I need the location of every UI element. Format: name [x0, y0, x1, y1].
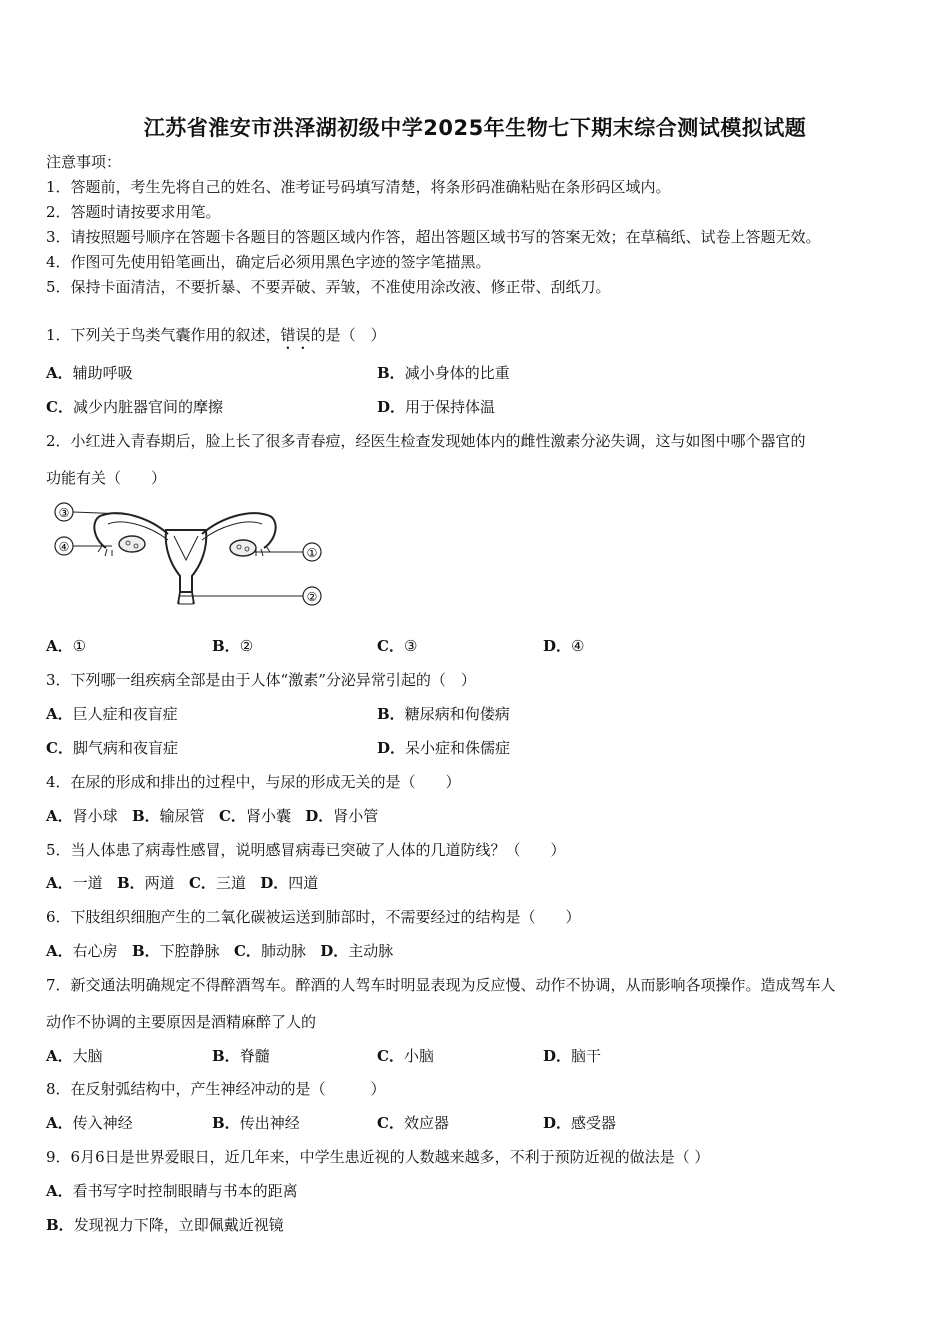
- q2-option-d[interactable]: D．④: [543, 637, 585, 655]
- question-7-stem-cont: 动作不协调的主要原因是酒精麻醉了人的: [46, 1013, 317, 1031]
- q1-option-d[interactable]: D．用于保持体温: [377, 398, 496, 416]
- q3-option-c[interactable]: C．脚气病和夜盲症: [46, 739, 178, 757]
- q8-option-a[interactable]: A．传入神经: [46, 1114, 133, 1132]
- question-9-stem: 9．6月6日是世界爱眼日，近几年来，中学生患近视的人数越来越多，不利于预防近视的做法是（ ）: [46, 1148, 710, 1166]
- q1-option-b[interactable]: B．减小身体的比重: [377, 364, 510, 382]
- question-2-stem-cont: 功能有关（ ）: [46, 469, 167, 487]
- q3-option-d[interactable]: D．呆小症和侏儒症: [377, 739, 511, 757]
- q7-option-c[interactable]: C．小脑: [377, 1047, 434, 1065]
- question-6-stem: 6．下肢组织细胞产生的二氧化碳被运送到肺部时，不需要经过的结构是（ ）: [46, 908, 581, 926]
- q2-option-b[interactable]: B．②: [212, 637, 254, 655]
- question-8-stem: 8．在反射弧结构中，产生神经冲动的是（ ）: [46, 1080, 386, 1098]
- svg-text:①: ①: [306, 546, 318, 560]
- emphasis-text: 错误: [280, 326, 311, 344]
- notice-item: 3．请按照题号顺序在答题卡各题目的答题区域内作答，超出答题区域书写的答案无效；在草稿纸、试卷上答题无效。: [46, 228, 821, 246]
- page-title: 江苏省淮安市洪泽湖初级中学2025年生物七下期末综合测试模拟试题: [143, 116, 807, 140]
- question-5-stem: 5．当人体患了病毒性感冒，说明感冒病毒已突破了人体的几道防线？（ ）: [46, 841, 566, 859]
- label-4: [55, 537, 73, 555]
- notice-item: 2．答题时请按要求用笔。: [46, 203, 221, 221]
- svg-text:④: ④: [58, 540, 70, 554]
- label-1: [303, 543, 321, 561]
- question-2-stem: 2．小红进入青春期后，脸上长了很多青春痘，经医生检查发现她体内的雌性激素分泌失调，这与如图中哪个器官的: [46, 432, 806, 450]
- q8-option-b[interactable]: B．传出神经: [212, 1114, 300, 1132]
- q5-options[interactable]: A．一道 B．两道 C．三道 D．四道: [46, 874, 319, 892]
- svg-text:③: ③: [58, 506, 70, 520]
- q1-option-c[interactable]: C．减少内脏器官间的摩擦: [46, 398, 223, 416]
- question-3-stem: 3．下列哪一组疾病全部是由于人体“激素”分泌异常引起的（ ）: [46, 671, 476, 689]
- q9-option-a[interactable]: A．看书写字时控制眼睛与书本的距离: [46, 1182, 298, 1200]
- notice-item: 1．答题前，考生先将自己的姓名、准考证号码填写清楚，将条形码准确粘贴在条形码区域内。: [46, 178, 671, 196]
- q9-option-b[interactable]: B．发现视力下降，立即佩戴近视镜: [46, 1216, 284, 1234]
- question-4-stem: 4．在尿的形成和排出的过程中，与尿的形成无关的是（ ）: [46, 773, 461, 791]
- svg-text:②: ②: [306, 590, 318, 604]
- q7-option-d[interactable]: D．脑干: [543, 1047, 602, 1065]
- question-1-stem: 1．下列关于鸟类气囊作用的叙述，错误的是（ ）: [46, 326, 386, 344]
- question-7-stem: 7．新交通法明确规定不得醉酒驾车。醉酒的人驾车时明显表现为反应慢、动作不协调，从而影响各项操作。造成驾车人: [46, 976, 836, 994]
- q4-options[interactable]: A．肾小球 B．输尿管 C．肾小囊 D．肾小管: [46, 807, 379, 825]
- q2-option-a[interactable]: A．①: [46, 637, 87, 655]
- label-2: [303, 587, 321, 605]
- label-3: [55, 503, 73, 521]
- q3-option-a[interactable]: A．巨人症和夜盲症: [46, 705, 178, 723]
- notice-heading: 注意事项：: [46, 153, 122, 171]
- female-reproductive-system-diagram: [50, 500, 340, 612]
- q7-option-a[interactable]: A．大脑: [46, 1047, 103, 1065]
- q8-option-d[interactable]: D．感受器: [543, 1114, 617, 1132]
- q1-option-a[interactable]: A．辅助呼吸: [46, 364, 133, 382]
- q2-option-c[interactable]: C．③: [377, 637, 418, 655]
- notice-item: 4．作图可先使用铅笔画出，确定后必须用黑色字迹的签字笔描黑。: [46, 253, 491, 271]
- notice-item: 5．保持卡面清洁，不要折暴、不要弄破、弄皱，不准使用涂改液、修正带、刮纸刀。: [46, 278, 611, 296]
- q6-options[interactable]: A．右心房 B．下腔静脉 C．肺动脉 D．主动脉: [46, 942, 394, 960]
- q8-option-c[interactable]: C．效应器: [377, 1114, 449, 1132]
- q3-option-b[interactable]: B．糖尿病和佝偻病: [377, 705, 510, 723]
- q7-option-b[interactable]: B．脊髓: [212, 1047, 270, 1065]
